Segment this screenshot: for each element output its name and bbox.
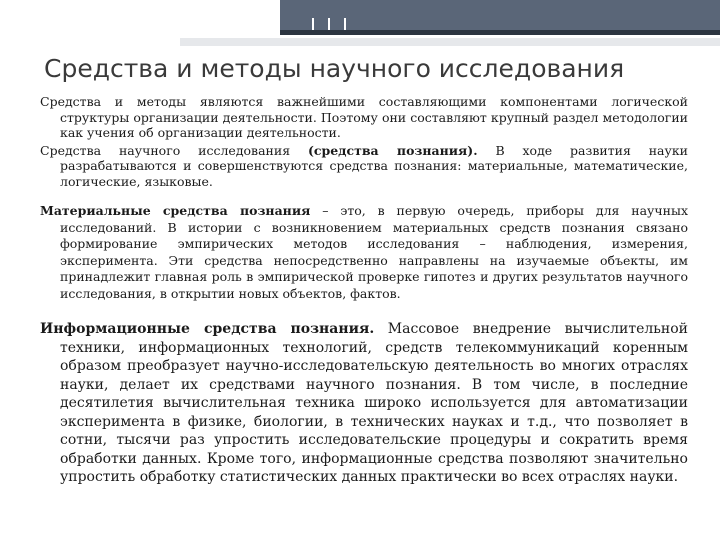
header-decor-bar — [280, 0, 720, 30]
slide-body — [40, 94, 688, 487]
paragraph-information-means — [40, 320, 688, 487]
header-decor-tick — [312, 18, 314, 30]
paragraph-text: В ходе развития науки разрабатываются и совершенствуются средства познания: материальные, математические, логические, языковые. — [60, 142, 688, 189]
header-decor-tick — [344, 18, 346, 30]
slide-title: Средства и методы научного исследования — [44, 54, 625, 83]
paragraph-intro: Средства и методы являются важнейшими составляющими компонентами логической структуры организации деятельности. Поэтому они составляют крупный раздел методологии как учения об организации деятельности. — [40, 94, 688, 140]
paragraph-heading: Материальные средства познания — [40, 203, 311, 218]
header-decor-tick — [328, 18, 330, 30]
paragraph-text: Массовое внедрение вычислительной техники, информационных технологий, средств телекоммуникаций коренным образом преобразует научно-исследовательскую деятельность во многих отраслях науки, делает их средствами научного познания. В том числе, в последние десятилетия вычислительная техника широко используется для автоматизации эксперимента в физике, биологии, в технических науках и т.д., что позволяет в сотни, тысячи раз упростить исследовательские процедуры и сократить время обработки данных. Кроме того, информационные средства позволяют значительно упростить обработку статистических данных практически во всех отраслях науки. — [60, 321, 688, 485]
paragraph-text: – это, в первую очередь, приборы для научных исследований. В истории с возникновением материальных средств познания связано формирование эмпирических методов исследования – наблюдения, измерения, эксперимента. Эти средства непосредственно направлены на изучаемые объекты, им принадлежит главная роль в эмпирической проверке гипотез и других результатов научного исследования, в открытии новых объектов, фактов. — [60, 203, 688, 301]
paragraph-research-means — [40, 143, 688, 190]
paragraph-emphasis: (средства познания). — [307, 142, 478, 158]
paragraph-heading: Информационные средства познания. — [40, 321, 375, 337]
header-accent-bar — [280, 30, 720, 35]
paragraph-text: Средства научного исследования — [40, 142, 308, 158]
paragraph-material-means — [40, 203, 688, 302]
header-light-bar — [180, 38, 720, 46]
